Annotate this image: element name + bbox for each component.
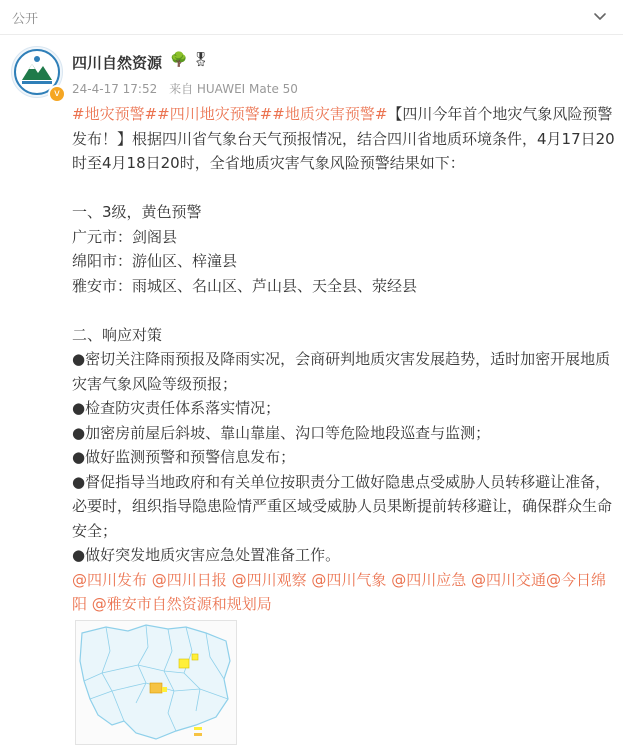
author-badges-icon: 🌳 🎖 [170, 52, 210, 68]
hashtag[interactable]: #四川地灾预警# [157, 105, 273, 123]
mention-link[interactable]: @四川发布 [72, 570, 148, 589]
mentions-line [72, 568, 617, 617]
warning-map-image[interactable] [75, 620, 237, 745]
post-meta [72, 80, 306, 97]
mention-link[interactable]: @四川日报 [151, 570, 227, 589]
measure-item: ●加密房前屋后斜坡、靠山靠崖、沟口等危险地段巡查与监测； [72, 423, 491, 442]
measure-item: ●做好监测预警和预警信息发布； [72, 448, 296, 466]
region-line: 绵阳市：游仙区、梓潼县 [72, 252, 238, 270]
sichuan-map-icon [76, 621, 236, 744]
mention-link[interactable]: @四川应急 [391, 570, 467, 589]
mention-link[interactable]: @四川气象 [311, 570, 387, 589]
mention-link[interactable]: @今日绵阳 [72, 570, 607, 613]
post-source: 来自 HUAWEI Mate 50 [169, 82, 298, 96]
region-line: 雅安市：雨城区、名山区、芦山县、天全县、荥经县 [72, 276, 418, 295]
measure-item: ●督促指导当地政府和有关单位按职责分工做好隐患点受威胁人员转移避让准备，必要时，组织指导隐患险情严重区域受威胁人员果断提前转移避让，确保群众生命安全； [72, 472, 613, 540]
author-name[interactable]: 四川自然资源 [72, 54, 163, 72]
mention-link[interactable]: @四川交通 [470, 570, 546, 589]
visibility-label: 公开 [12, 12, 39, 27]
hashtag[interactable]: #地灾预警# [72, 105, 158, 123]
post-intro-paragraph [72, 102, 617, 176]
measure-item: ●检查防灾责任体系落实情况； [72, 399, 281, 417]
response-heading: 二、响应对策 [72, 325, 163, 344]
measure-item: ●做好突发地质灾害应急处置准备工作。 [72, 546, 341, 564]
post-header-bar [0, 0, 623, 35]
intro-text: 【四川今年首个地灾气象风险预警发布！】根据四川省气象台天气预报情况，结合四川省地质环境条件，4月17日20时至4月18日20时，全省地质灾害气象风险预警结果如下： [72, 105, 615, 172]
verified-badge-icon: v [48, 85, 66, 103]
mention-link[interactable]: @雅安市自然资源和规划局 [91, 595, 272, 613]
level-heading: 一、3级，黄色预警 [72, 203, 202, 221]
post-time[interactable]: 24-4-17 17:52 [72, 82, 158, 96]
measure-item: ●密切关注降雨预报及降雨实况，会商研判地质灾害发展趋势，适时加密开展地质灾害气象风险等级预报； [72, 350, 611, 393]
chevron-down-icon[interactable] [591, 7, 609, 25]
mention-link[interactable]: @四川观察 [231, 570, 307, 589]
hashtag[interactable]: #地质灾害预警# [272, 105, 388, 123]
post-content [72, 102, 617, 617]
region-line: 广元市：剑阁县 [72, 227, 178, 246]
